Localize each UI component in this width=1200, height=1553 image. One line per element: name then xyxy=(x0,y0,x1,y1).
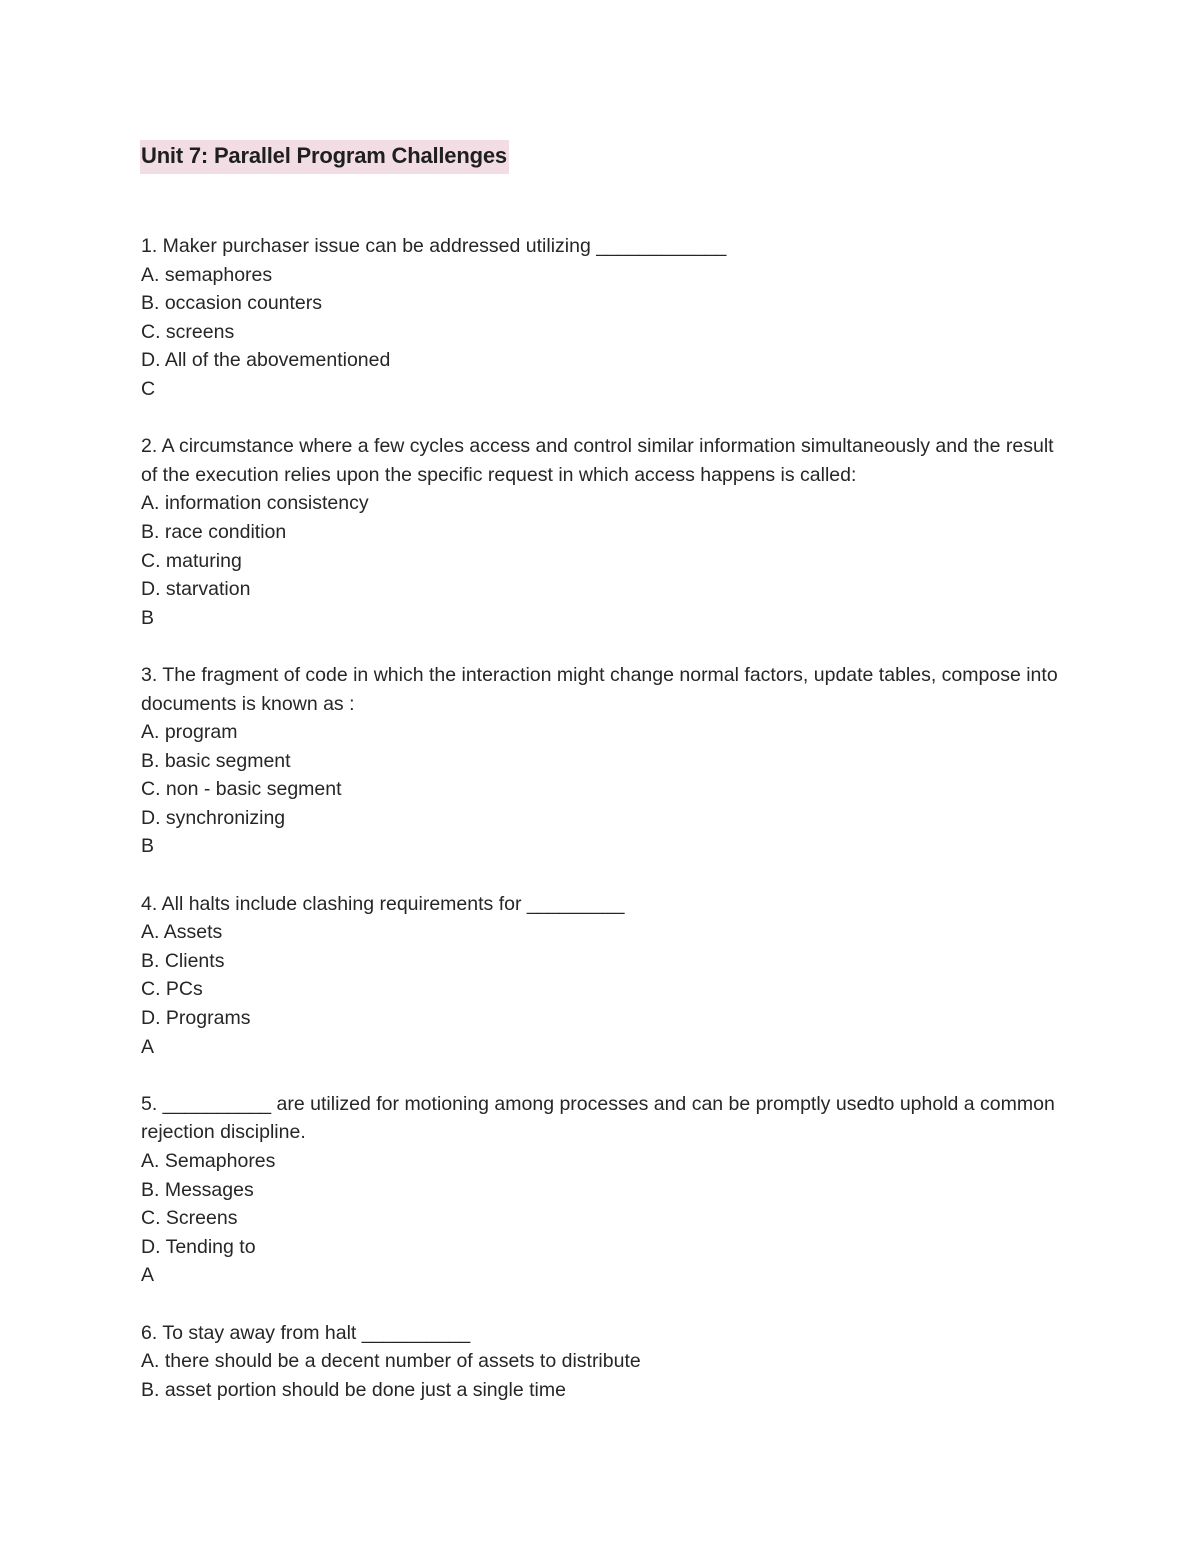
question-prompt: 1. Maker purchaser issue can be addressed utilizing ____________ xyxy=(141,235,727,257)
answer: A xyxy=(141,1035,155,1058)
option-b: B. race condition xyxy=(141,520,287,543)
option-b: B. basic segment xyxy=(141,749,291,772)
option-a: A. semaphores xyxy=(141,263,273,286)
option-b: B. Clients xyxy=(141,949,225,972)
question-list xyxy=(141,232,1071,1404)
question-6 xyxy=(141,1319,1071,1405)
answer: C xyxy=(141,377,156,400)
option-a: A. program xyxy=(141,721,238,744)
answer: B xyxy=(141,606,155,629)
question-4 xyxy=(141,890,1071,1062)
page-title: Unit 7: Parallel Program Challenges xyxy=(141,143,507,168)
option-c: C. PCs xyxy=(141,978,203,1001)
question-prompt: 4. All halts include clashing requirements for _________ xyxy=(141,892,625,915)
question-5 xyxy=(141,1090,1071,1290)
question-prompt: 6. To stay away from halt __________ xyxy=(141,1321,471,1344)
option-a: A. information consistency xyxy=(141,492,369,515)
option-b: B. asset portion should be done just a single time xyxy=(141,1378,566,1401)
option-d: D. starvation xyxy=(141,578,251,601)
question-prompt: 5. __________ are utilized for motioning among processes and can be promptly usedto uphold a common rejection discipline. xyxy=(141,1092,1055,1144)
option-c: C. non - basic segment xyxy=(141,778,342,801)
answer: A xyxy=(141,1264,155,1287)
question-prompt: 2. A circumstance where a few cycles access and control similar information simultaneously and the result of the execution relies upon the specific request in which access happens is called: xyxy=(141,435,1054,486)
option-c: C. maturing xyxy=(141,549,242,572)
option-a: A. there should be a decent number of assets to distribute xyxy=(141,1350,641,1373)
option-a: A. Assets xyxy=(141,921,223,944)
question-prompt: 3. The fragment of code in which the interaction might change normal factors, update tables, compose into documents is known as : xyxy=(141,663,1058,715)
option-d: D. All of the abovementioned xyxy=(141,349,391,372)
answer: B xyxy=(141,835,155,858)
option-d: D. Programs xyxy=(141,1007,251,1030)
title-highlight xyxy=(140,140,509,174)
question-2 xyxy=(141,432,1071,632)
question-1 xyxy=(141,232,1071,404)
option-c: C. Screens xyxy=(141,1207,238,1230)
option-d: D. synchronizing xyxy=(141,806,286,829)
option-b: B. occasion counters xyxy=(141,292,323,315)
option-b: B. Messages xyxy=(141,1178,254,1201)
option-d: D. Tending to xyxy=(141,1235,256,1258)
option-a: A. Semaphores xyxy=(141,1150,276,1172)
document-content xyxy=(141,140,1071,1433)
option-c: C. screens xyxy=(141,320,235,343)
question-3 xyxy=(141,661,1071,861)
